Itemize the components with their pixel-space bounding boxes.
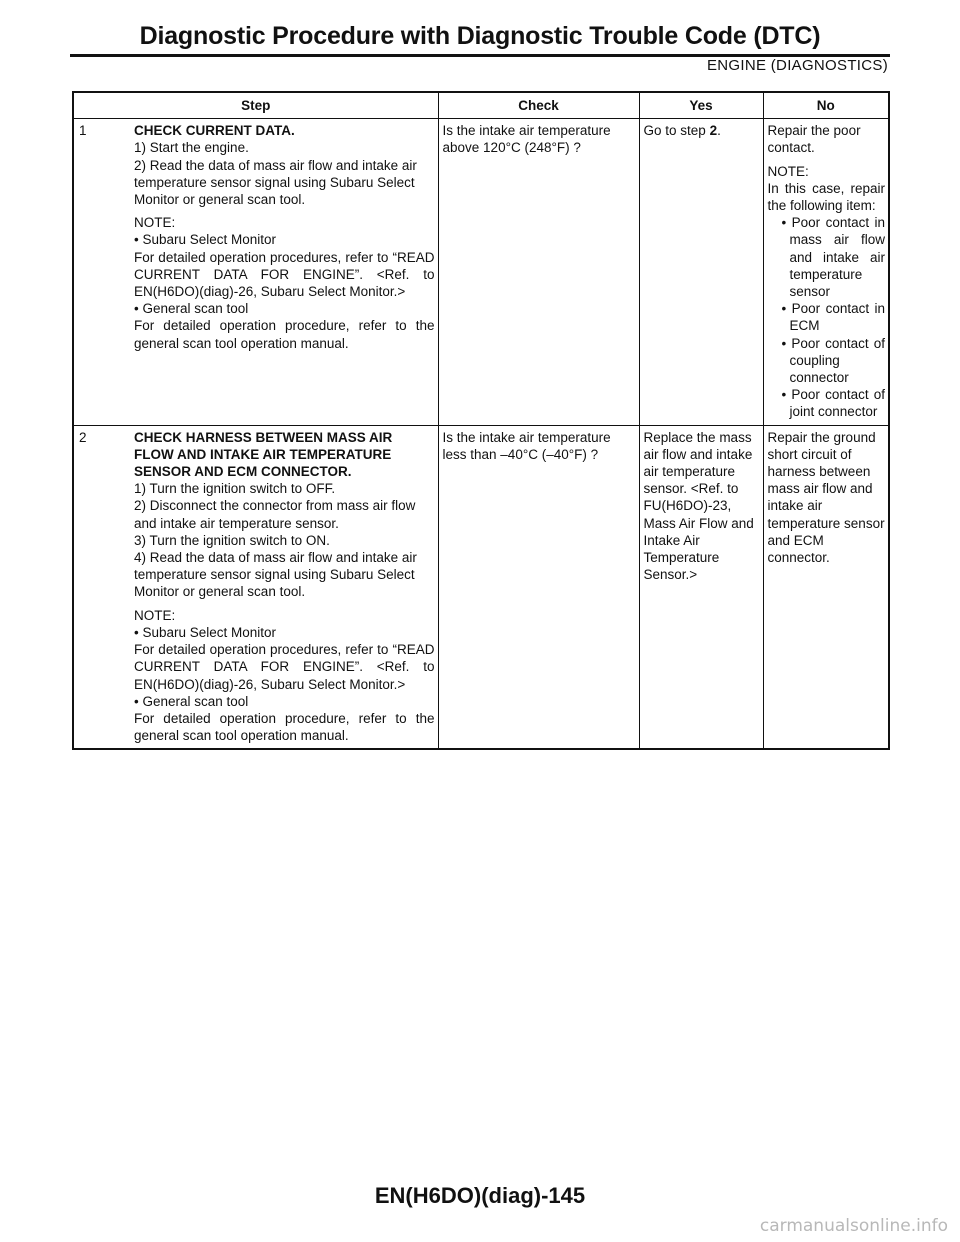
note-label: NOTE: <box>134 607 176 623</box>
check-cell: Is the intake air temperature above 120°C (248°F) ? <box>438 119 639 425</box>
step-line: 2) Read the data of mass air flow and intake air temperature sensor signal using Subaru Select Monitor or general scan tool. <box>134 157 417 208</box>
note-item: • Subaru Select Monitor <box>134 624 277 640</box>
no-item-list <box>768 214 886 420</box>
note-item: • General scan tool <box>134 301 249 317</box>
note-item: For detailed operation procedure, refer to the general scan tool operation manual. <box>134 710 435 744</box>
note-item: • General scan tool <box>134 693 249 709</box>
column-header-step: Step <box>73 92 438 119</box>
table-row <box>73 425 889 749</box>
no-text: Repair the poor contact. <box>767 123 861 156</box>
step-number: 2 <box>73 425 130 749</box>
no-cell: Repair the ground short circuit of harness between mass air flow and intake air temperature sensor and ECM connector. <box>763 425 889 749</box>
step-line: 3) Turn the ignition switch to ON. <box>134 532 330 548</box>
column-header-check: Check <box>438 92 639 119</box>
no-item: • Poor contact in mass air flow and intake air temperature sensor <box>781 215 886 300</box>
no-cell <box>763 119 889 425</box>
no-item: • Poor contact in ECM <box>781 301 886 334</box>
no-item: • Poor contact of joint connector <box>781 387 886 420</box>
page-title: Diagnostic Procedure with Diagnostic Trouble Code (DTC) <box>139 22 821 50</box>
note-item: For detailed operation procedures, refer to “READ CURRENT DATA FOR ENGINE”. <Ref. to EN(H6DO)(diag)-26, Subaru Select Monitor.> <box>134 249 435 300</box>
no-note-label: NOTE: <box>767 163 809 179</box>
yes-cell: Replace the mass air flow and intake air temperature sensor. <Ref. to FU(H6DO)-23, Mass Air Flow and Intake Air Temperature Sensor.> <box>639 425 763 749</box>
watermark: carmanualsonline.info <box>759 1216 948 1236</box>
note-item: For detailed operation procedures, refer to “READ CURRENT DATA FOR ENGINE”. <Ref. to EN(H6DO)(diag)-26, Subaru Select Monitor.> <box>134 642 435 692</box>
procedure-table <box>72 91 890 750</box>
step-title: CHECK CURRENT DATA. <box>134 123 295 139</box>
section-title: ENGINE (DIAGNOSTICS) <box>706 57 888 74</box>
yes-step-ref: 2 <box>709 123 718 139</box>
step-line: 1) Start the engine. <box>134 140 249 156</box>
step-line: 2) Disconnect the connector from mass air flow and intake air temperature sensor. <box>134 498 416 531</box>
column-header-no: No <box>763 92 889 119</box>
step-content <box>130 119 438 425</box>
no-note-text: In this case, repair the following item: <box>767 180 886 214</box>
column-header-yes: Yes <box>639 92 763 119</box>
note-item: For detailed operation procedure, refer to the general scan tool operation manual. <box>134 318 435 351</box>
step-line: 1) Turn the ignition switch to OFF. <box>134 481 336 497</box>
table-header-row <box>73 92 889 119</box>
yes-text-end: . <box>717 123 721 139</box>
table-row <box>73 119 889 425</box>
yes-text: Go to step <box>643 123 710 139</box>
step-number: 1 <box>73 119 130 425</box>
step-line: 4) Read the data of mass air flow and intake air temperature sensor signal using Subaru Select Monitor or general scan tool. <box>134 550 417 600</box>
page-number: EN(H6DO)(diag)-145 <box>374 1183 586 1208</box>
check-cell: Is the intake air temperature less than –40°C (–40°F) ? <box>438 425 639 749</box>
yes-cell <box>639 119 763 425</box>
step-title: CHECK HARNESS BETWEEN MASS AIR FLOW AND INTAKE AIR TEMPERATURE SENSOR AND ECM CONNECTOR. <box>134 429 393 480</box>
note-label: NOTE: <box>134 215 176 231</box>
no-item: • Poor contact of coupling connector <box>781 335 886 386</box>
note-item: • Subaru Select Monitor <box>134 232 277 248</box>
step-content <box>130 425 438 749</box>
